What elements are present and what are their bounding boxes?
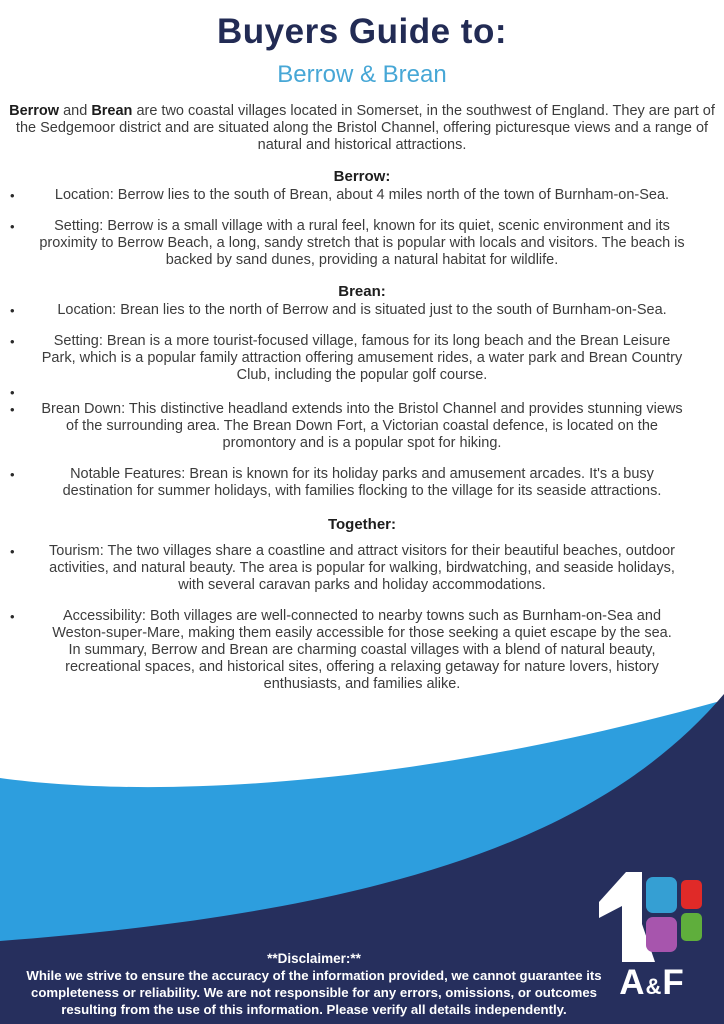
company-logo xyxy=(594,872,710,1006)
logo-tile-purple xyxy=(646,917,677,952)
bullet-text: Location: Brean lies to the north of Berrow and is situated just to the south of Burnham-on-Sea. xyxy=(57,302,667,318)
logo-letter-a: A xyxy=(619,963,646,1002)
bullet-icon: • xyxy=(10,219,15,234)
logo-tile-blue xyxy=(646,877,677,913)
bullet-icon: • xyxy=(10,385,15,400)
bullet-text: Notable Features: Brean is known for its holiday parks and amusement arcades. It's a busy destination for summer holidays, with families flocking to the village for its seaside attractions. xyxy=(62,466,662,499)
bullet-icon: • xyxy=(10,303,15,318)
disclaimer-body: While we strive to ensure the accuracy of the information provided, we cannot guarantee its completeness or reliability. We are not responsible for any errors, omissions, or outcomes resulting from the use of this information. Please verify all details independently. xyxy=(26,968,602,1017)
bullet-item-empty xyxy=(0,384,724,401)
bullet-text: Location: Berrow lies to the south of Brean, about 4 miles north of the town of Burnham-on-Sea. xyxy=(54,187,670,203)
bullet-text: Setting: Brean is a more tourist-focused village, famous for its long beach and the Brean Leisure Park, which is a popular family attraction offering amusement rides, a water park and Brean Country Club, including the popular golf course. xyxy=(41,333,683,383)
intro-bold-brean: Brean xyxy=(91,103,133,119)
bullet-item xyxy=(0,466,724,500)
intro-rest: are two coastal villages located in Somerset, in the southwest of England. They are part of the Sedgemoor district and are situated along the Bristol Channel, offering picturesque views and a range of natural and historical attractions. xyxy=(15,103,715,153)
disclaimer-heading: **Disclaimer:** xyxy=(267,951,361,966)
bullet-item xyxy=(0,302,724,319)
bullet-text: Brean Down: This distinctive headland extends into the Bristol Channel and provides stunning views of the surrounding area. The Brean Down Fort, a Victorian coastal defence, is located on the promontory and is a popular spot for hiking. xyxy=(41,401,683,451)
section-heading-berrow: Berrow: xyxy=(333,168,391,185)
disclaimer-block xyxy=(6,950,622,1018)
logo-tile-red xyxy=(681,880,702,909)
bullet-text: Tourism: The two villages share a coastline and attract visitors for their beautiful beaches, outdoor activities, and natural beauty. The area is popular for walking, birdwatching, and seaside holidays, with several caravan parks and holiday accommodations. xyxy=(49,543,675,593)
intro-bold-berrow: Berrow xyxy=(9,103,60,119)
logo-tile-green xyxy=(681,913,702,941)
bullet-icon: • xyxy=(10,544,15,559)
bullet-icon: • xyxy=(10,402,15,417)
logo-house-shape xyxy=(599,872,642,962)
page-title: Buyers Guide to: xyxy=(217,12,507,51)
bullet-item xyxy=(0,333,724,384)
bullet-item xyxy=(0,543,724,594)
bullet-text: Accessibility: Both villages are well-connected to nearby towns such as Burnham-on-Sea and Weston-super-Mare, making them easily accessible for those seeking a quiet escape by the sea. xyxy=(52,608,672,641)
house-one-logo-icon xyxy=(596,872,708,964)
logo-letter-f: F xyxy=(662,963,685,1002)
section-heading-brean: Brean: xyxy=(338,283,386,300)
page-subtitle: Berrow & Brean xyxy=(277,61,447,88)
bullet-icon: • xyxy=(10,609,15,624)
logo-ampersand: & xyxy=(645,974,663,999)
logo-wordmark xyxy=(594,964,710,1006)
bullet-item xyxy=(0,187,724,204)
bullet-icon: • xyxy=(10,188,15,203)
bullet-item xyxy=(0,218,724,269)
intro-paragraph xyxy=(8,103,716,154)
bullet-icon: • xyxy=(10,334,15,349)
bullet-icon: • xyxy=(10,467,15,482)
bullet-item xyxy=(0,401,724,452)
section-heading-together: Together: xyxy=(327,516,397,533)
intro-join: and xyxy=(59,103,92,119)
summary-paragraph: In summary, Berrow and Brean are charming coastal villages with a blend of natural beauty, recreational spaces, and historical sites, offering a relaxing getaway for nature lovers, history enthusiasts, and families alike. xyxy=(65,642,659,692)
bullet-text: Setting: Berrow is a small village with a rural feel, known for its quiet, scenic environment and its proximity to Berrow Beach, a long, sandy stretch that is popular with locals and visitors. The beach is backed by sand dunes, providing a natural habitat for wildlife. xyxy=(39,218,685,268)
bullet-item xyxy=(0,608,724,642)
